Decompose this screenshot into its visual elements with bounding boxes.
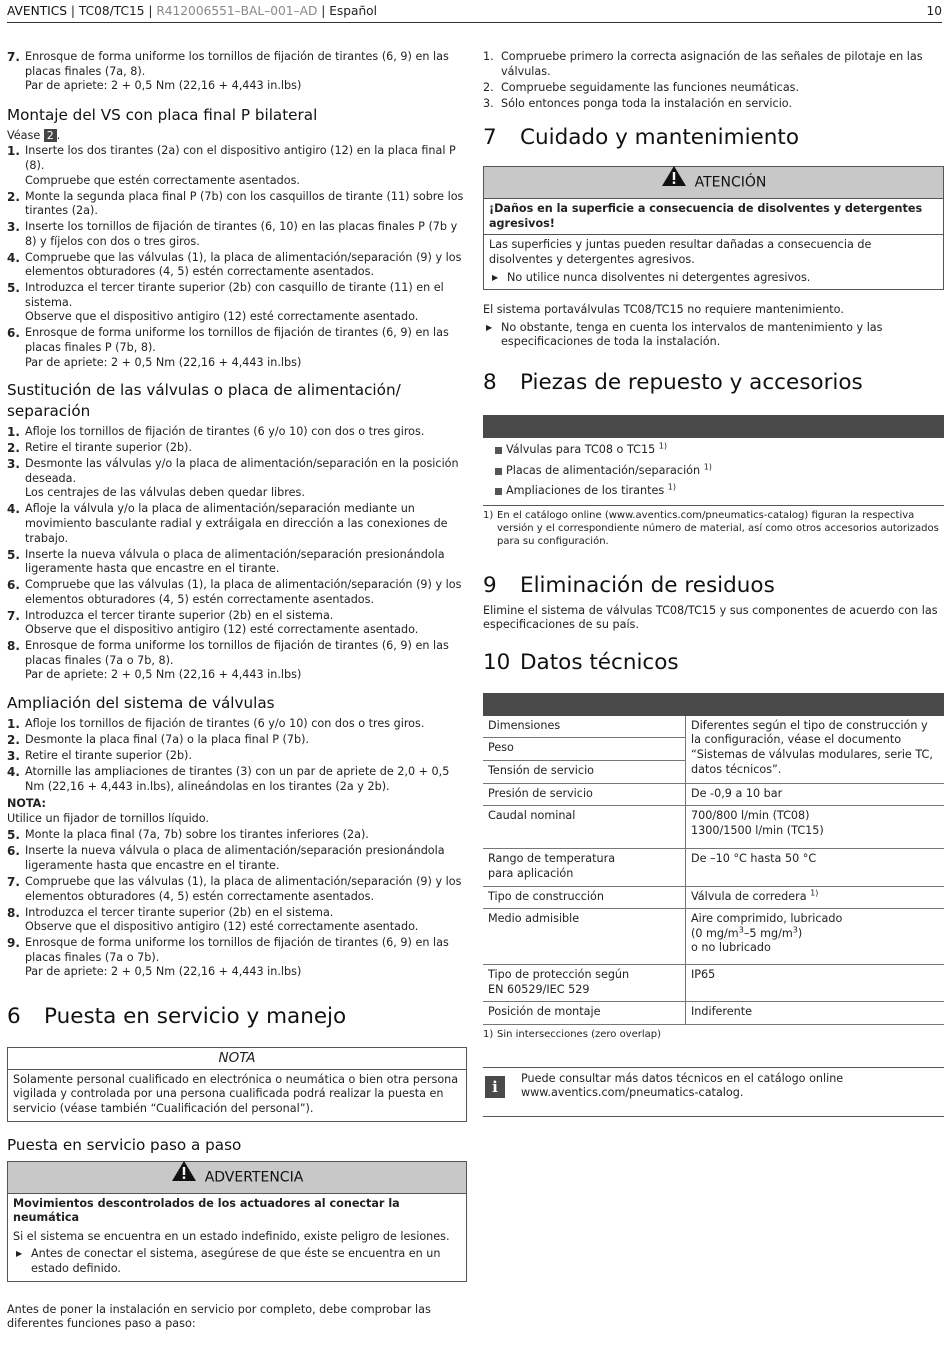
value-line: 1300/1500 l/min (TC15): [691, 823, 824, 837]
step-number: 5.: [7, 828, 20, 843]
step-subtext: Observe que el dispositivo antigiro (12) esté correctamente asentado.: [25, 310, 419, 324]
value-line: [691, 927, 939, 942]
info-icon: i: [485, 1076, 505, 1098]
see-end: .: [56, 128, 61, 142]
arrow-icon: ▶: [16, 1249, 23, 1259]
section-heading-9: [483, 573, 944, 599]
list-item: [483, 484, 944, 499]
value-part: ): [797, 926, 803, 940]
section-title: Piezas de repuesto y accesorios: [520, 369, 863, 395]
key-line: para aplicación: [488, 867, 574, 881]
table-cell-value: De -0,9 a 10 bar: [686, 783, 945, 806]
square-bullet-icon: [495, 488, 502, 495]
table-cell-key: [483, 965, 686, 1002]
step-text: Monte la placa final (7a, 7b) sobre los tirantes inferiores (2a).: [25, 828, 369, 842]
section-number: 10: [483, 649, 511, 675]
nota-label: NOTA:: [7, 797, 46, 811]
list-item: [7, 936, 467, 980]
section-heading-10: [483, 650, 944, 676]
table-header-bar: [483, 693, 944, 716]
parts-list: [483, 438, 944, 506]
step-number: 3.: [483, 96, 494, 110]
step-text: Afloje los tornillos de fijación de tirantes (6 y/o 10) con dos o tres giros.: [25, 717, 425, 731]
bullet-text: Antes de conectar el sistema, asegúrese de que éste se encuentra en un estado definido.: [31, 1247, 441, 1276]
list-item: [483, 97, 944, 112]
section-title: Puesta en servicio y manejo: [44, 1003, 347, 1029]
warning-bullet: [13, 1247, 461, 1276]
exponent: 3: [792, 925, 798, 935]
technical-data-table: [483, 716, 944, 1025]
table-cell-key: Caudal nominal: [483, 806, 686, 849]
step-text: Introduzca el tercer tirante superior (2b) con casquillo de tirante (11) en el sistema.: [25, 281, 444, 309]
vs-steps-list: [7, 144, 467, 370]
subsection-title: Puesta en servicio paso a paso: [7, 1135, 242, 1154]
right-steps-list: [483, 50, 944, 111]
header-separator: |: [144, 4, 157, 18]
page-header: [7, 4, 942, 23]
list-item: [7, 875, 467, 904]
step-number: 6.: [7, 844, 20, 859]
table-cell-key: Tensión de servicio: [483, 761, 686, 784]
list-item: [7, 717, 467, 732]
list-item: [7, 749, 467, 764]
step-number: 3.: [7, 220, 20, 235]
warning-box-title: [8, 1162, 466, 1194]
attention-box: [483, 166, 944, 290]
list-item: [7, 425, 467, 440]
ampl-steps-list-b: [7, 828, 467, 980]
step-text: Introduzca el tercer tirante superior (2b) en el sistema.: [25, 905, 334, 919]
section-title: Cuidado y mantenimiento: [520, 125, 799, 151]
value-line: o no lubricado: [691, 941, 771, 955]
step-subtext: Los centrajes de las válvulas deben quedar libres.: [25, 486, 305, 500]
table-row: [483, 849, 944, 886]
table-cell-value: [686, 806, 945, 849]
document-number: R412006551–BAL–001–AD: [156, 4, 318, 18]
step-number: 1.: [7, 717, 20, 732]
list-item: [7, 326, 467, 370]
right-column: [483, 50, 944, 1117]
table-cell-value: [686, 886, 945, 909]
step-number: 4.: [7, 250, 20, 265]
step-number: 8.: [7, 639, 20, 654]
section-title: Datos técnicos: [520, 649, 679, 675]
list-item: [483, 81, 944, 96]
list-item: [7, 281, 467, 325]
key-line: Rango de temperatura: [488, 852, 616, 866]
info-line: Puede consultar más datos técnicos en el catálogo online: [521, 1071, 844, 1085]
step-number: 1.: [7, 425, 20, 440]
table-row: [483, 716, 944, 738]
section-heading-8: [483, 370, 944, 396]
step-number: 5.: [7, 547, 20, 562]
step-number: 8.: [7, 905, 20, 920]
step-text: Compruebe seguidamente las funciones neumáticas.: [501, 80, 800, 94]
footnote-ref: 1): [703, 461, 712, 471]
section-title-sustitucion: Sustitución de las válvulas o placa de alimentación/ separación: [7, 381, 401, 421]
arrow-icon: ▶: [492, 272, 499, 282]
section-heading-7: [483, 125, 944, 151]
table-row: [483, 783, 944, 806]
model-name: TC08/TC15: [78, 4, 145, 18]
step-number: 2.: [7, 441, 20, 456]
step-text: Inserte la nueva válvula o placa de alimentación/separación presionándola ligeramente hasta que encastre en el tirante.: [25, 547, 445, 576]
key-line: EN 60529/IEC 529: [488, 982, 590, 996]
table-cell-value: Indiferente: [686, 1002, 945, 1025]
step-number: 5.: [7, 281, 20, 296]
footnote: [483, 509, 944, 548]
step-subtext: Observe que el dispositivo antigiro (12) esté correctamente asentado.: [25, 623, 419, 637]
list-item: [7, 639, 467, 683]
footnote-ref: 1): [810, 887, 819, 897]
table-cell-key: [483, 849, 686, 886]
square-bullet-icon: [495, 447, 502, 454]
sust-steps-list: [7, 425, 467, 683]
table-row: [483, 806, 944, 849]
table-row: [483, 965, 944, 1002]
step-text: Afloje la válvula y/o la placa de alimentación/separación mediante un movimiento basculante radial y extráigala en dirección a las conexiones de trabajo.: [25, 502, 448, 545]
list-item: [7, 220, 467, 249]
table-cell-value: Diferentes según el tipo de construcción y la configuración, véase el documento “Sistemas de válvulas modulares, serie TC, datos técnicos”.: [686, 716, 945, 783]
item-text: Ampliaciones de los tirantes: [506, 484, 665, 498]
warning-box: [7, 1161, 467, 1282]
bullet-text: No utilice nunca disolventes ni detergentes agresivos.: [507, 270, 811, 284]
table-header-bar: [483, 415, 944, 438]
nota-box-title: NOTA: [8, 1048, 466, 1070]
footnote-text: Sin intersecciones (zero overlap): [497, 1028, 662, 1040]
value-part: –5 mg/m: [743, 926, 793, 940]
list-item: [7, 548, 467, 577]
list-item: [7, 50, 467, 94]
table-row: [483, 909, 944, 965]
item-text: Placas de alimentación/separación: [506, 463, 701, 477]
warning-text: Si el sistema se encuentra en un estado indefinido, existe peligro de lesiones.: [13, 1229, 450, 1243]
list-item: [7, 251, 467, 280]
step-number: 4.: [7, 765, 20, 780]
step-number: 3.: [7, 749, 20, 764]
arrow-icon: ▶: [486, 322, 493, 332]
step-text: Compruebe que las válvulas (1), la placa de alimentación/separación (9) y los elementos obturadores (4, 5) estén correctamente asentados.: [25, 874, 462, 903]
bullet-text: No obstante, tenga en cuenta los intervalos de mantenimiento y las especificaciones de toda la instalación.: [501, 320, 883, 349]
list-item: [483, 443, 944, 458]
step-number: 9.: [7, 936, 20, 951]
list-item: [483, 461, 944, 479]
disposal-paragraph: Elimine el sistema de válvulas TC08/TC15 y sus componentes de acuerdo con las especificaciones de su país.: [483, 603, 938, 632]
info-link[interactable]: www.aventics.com/pneumatics-catalog.: [521, 1086, 744, 1100]
header-separator: |: [317, 4, 330, 18]
see-label: Véase: [7, 128, 41, 142]
footnote-ref: 1): [658, 441, 667, 451]
table-cell-value: De –10 °C hasta 50 °C: [686, 849, 945, 886]
square-bullet-icon: [495, 468, 502, 475]
warning-title: Movimientos descontrolados de los actuadores al conectar la neumática: [13, 1196, 400, 1225]
section-title: Eliminación de residuos: [520, 572, 775, 598]
warning-label: ADVERTENCIA: [204, 1169, 304, 1186]
ampl-steps-list: [7, 717, 467, 794]
figure-number[interactable]: 2: [44, 129, 57, 142]
footnote: [483, 1028, 944, 1041]
maintenance-bullet: [483, 321, 944, 350]
key-line: Tipo de protección según: [488, 968, 630, 981]
table-cell-key: Medio admisible: [483, 909, 686, 965]
step-text: Sólo entonces ponga toda la instalación en servicio.: [501, 96, 793, 110]
info-box: [483, 1067, 944, 1117]
step-number: 2.: [7, 189, 20, 204]
step-text: Monte la segunda placa final P (7b) con los casquillos de tirante (11) sobre los tirantes (2a).: [25, 189, 464, 218]
step-subtext: Compruebe que estén correctamente asentados.: [25, 173, 300, 187]
value-line: Aire comprimido, lubricado: [691, 912, 843, 926]
step-text: Enrosque de forma uniforme los tornillos de fijación de tirantes (6, 9) en las placas finales (7a, 8).: [25, 50, 449, 78]
footnote-text: En el catálogo online (www.aventics.com/pneumatics-catalog) figuran la respectiva versión y el correspondiente número de material, así como otros accesorios autorizados para su configuración.: [497, 509, 939, 547]
step-number: 7.: [7, 874, 20, 889]
warning-icon: [171, 1160, 197, 1191]
step-text: Afloje los tornillos de fijación de tirantes (6 y/o 10) con dos o tres giros.: [25, 425, 425, 439]
section-number: 8: [483, 369, 497, 395]
step-number: 3.: [7, 457, 20, 472]
step-subtext: Par de apriete: 2 + 0,5 Nm (22,16 + 4,443 in.lbs): [25, 79, 302, 93]
item-text: Válvulas para TC08 o TC15: [506, 442, 656, 456]
section-title-ampliacion: Ampliación del sistema de válvulas: [7, 694, 275, 713]
step-subtext: Par de apriete: 2 + 0,5 Nm (22,16 + 4,443 in.lbs): [25, 355, 302, 369]
nota-box: [7, 1047, 467, 1122]
list-item: [7, 844, 467, 873]
left-column: [7, 50, 467, 1332]
step-text: Desmonte las válvulas y/o la placa de alimentación/separación en la posición deseada.: [25, 457, 459, 485]
step-text: Compruebe primero la correcta asignación de las señales de pilotaje en las válvulas.: [501, 50, 923, 78]
list-item: [7, 578, 467, 607]
brand-name: AVENTICS: [7, 4, 67, 18]
step-text: Inserte los tornillos de fijación de tirantes (6, 10) en las placas finales P (7b y 8) y fíjelos con dos o tres giros.: [25, 220, 458, 248]
list-item: [7, 828, 467, 843]
figure-reference: [7, 129, 467, 144]
step-number: 2.: [483, 80, 494, 94]
step-subtext: Par de apriete: 2 + 0,5 Nm (22,16 + 4,443 in.lbs): [25, 668, 302, 682]
table-cell-value: [686, 909, 945, 965]
attention-text: Las superficies y juntas pueden resultar dañadas a consecuencia de disolventes y detergentes agresivos.: [489, 238, 872, 266]
table-cell-key: Dimensiones: [483, 716, 686, 738]
list-item: [7, 144, 467, 188]
list-item: [7, 733, 467, 748]
language: Español: [329, 4, 378, 18]
footnote-number: 1): [483, 509, 494, 521]
value-line: 700/800 l/min (TC08): [691, 809, 810, 823]
attention-box-title: [484, 167, 943, 199]
step-text: Enrosque de forma uniforme los tornillos de fijación de tirantes (6, 9) en las placas finales P (7b, 8).: [25, 326, 449, 355]
section-heading-6: [7, 1004, 467, 1030]
section-title-vs: Montaje del VS con placa final P bilateral: [7, 105, 318, 124]
step-number: 7.: [7, 608, 20, 623]
table-row: [483, 886, 944, 909]
footnote-ref: 1): [667, 482, 676, 492]
step-number: 4.: [7, 502, 20, 517]
step-number: 6.: [7, 578, 20, 593]
closing-paragraph: Antes de poner la instalación en servicio por completo, debe comprobar las diferentes funciones paso a paso:: [7, 1302, 431, 1331]
table-cell-value: IP65: [686, 965, 945, 1002]
table-cell-key: Tipo de construcción: [483, 886, 686, 909]
attention-title: ¡Daños en la superficie a consecuencia de disolventes y detergentes agresivos!: [484, 202, 943, 235]
page-number: 10: [926, 4, 942, 18]
list-item: [7, 190, 467, 219]
info-text: [521, 1068, 944, 1101]
step-text: Introduzca el tercer tirante superior (2b) en el sistema.: [25, 608, 334, 622]
step-number: 2.: [7, 733, 20, 748]
list-item: [7, 765, 467, 794]
step-text: Enrosque de forma uniforme los tornillos de fijación de tirantes (6, 9) en las placas finales (7a o 7b, 8).: [25, 639, 449, 667]
step-text: Inserte los dos tirantes (2a) con el dispositivo antigiro (12) en la placa final P (8).: [25, 144, 456, 172]
step-number: 7.: [7, 50, 20, 64]
value-text: Válvula de corredera: [691, 889, 807, 903]
list-item: [483, 50, 944, 79]
step-text: Desmonte la placa final (7a) o la placa final P (7b).: [25, 733, 310, 747]
warning-icon: [661, 165, 687, 196]
table-cell-key: Posición de montaje: [483, 1002, 686, 1025]
footnote-number: 1): [483, 1028, 494, 1040]
list-item: [7, 441, 467, 456]
section-number: 7: [483, 125, 497, 151]
attention-bullet: [489, 271, 938, 286]
list-item: [7, 906, 467, 935]
table-row: [483, 1002, 944, 1025]
list-item: [7, 457, 467, 501]
header-separator: |: [67, 4, 79, 18]
step-text: Retire el tirante superior (2b).: [25, 441, 192, 455]
step-subtext: Par de apriete: 2 + 0,5 Nm (22,16 + 4,443 in.lbs): [25, 965, 302, 979]
attention-label: ATENCIÓN: [694, 174, 767, 191]
step-text: Compruebe que las válvulas (1), la placa de alimentación/separación (9) y los elementos obturadores (4, 5) estén correctamente asentados.: [25, 578, 462, 606]
step-number: 1.: [7, 144, 20, 159]
step-number: 1.: [483, 50, 494, 63]
maintenance-paragraph: El sistema portaválvulas TC08/TC15 no requiere mantenimiento.: [483, 303, 844, 317]
nota-text: Utilice un fijador de tornillos líquido.: [7, 811, 209, 825]
nota-box-body: Solamente personal cualificado en electrónica o neumática o bien otra persona vigilada y controlada por una persona cualificada podrá realizar la puesta en servicio (véase también “Cualificación del personal”).: [13, 1072, 459, 1116]
step-number: 6.: [7, 326, 20, 341]
table-cell-key: Presión de servicio: [483, 783, 686, 806]
list-item: [7, 502, 467, 546]
exponent: 3: [738, 925, 744, 935]
step-text: Compruebe que las válvulas (1), la placa de alimentación/separación (9) y los elementos obturadores (4, 5) estén correctamente asentados.: [25, 250, 462, 279]
table-cell-key: Peso: [483, 738, 686, 761]
value-part: (0 mg/m: [691, 926, 739, 940]
step-subtext: Observe que el dispositivo antigiro (12) esté correctamente asentado.: [25, 920, 419, 934]
section-number: 6: [7, 1003, 21, 1029]
step-text: Retire el tirante superior (2b).: [25, 749, 192, 763]
section-number: 9: [483, 572, 497, 598]
step-text: Enrosque de forma uniforme los tornillos de fijación de tirantes (6, 9) en las placas finales (7a o 7b).: [25, 936, 449, 964]
step-text: Atornille las ampliaciones de tirantes (3) con un par de apriete de 2,0 + 0,5 Nm (22,16 + 4,443 in.lbs), alineándolas en los tirantes (2a y 2b).: [25, 765, 450, 793]
step-text: Inserte la nueva válvula o placa de alimentación/separación presionándola ligeramente hasta que encastre en el tirante.: [25, 844, 445, 872]
list-item: [7, 609, 467, 638]
